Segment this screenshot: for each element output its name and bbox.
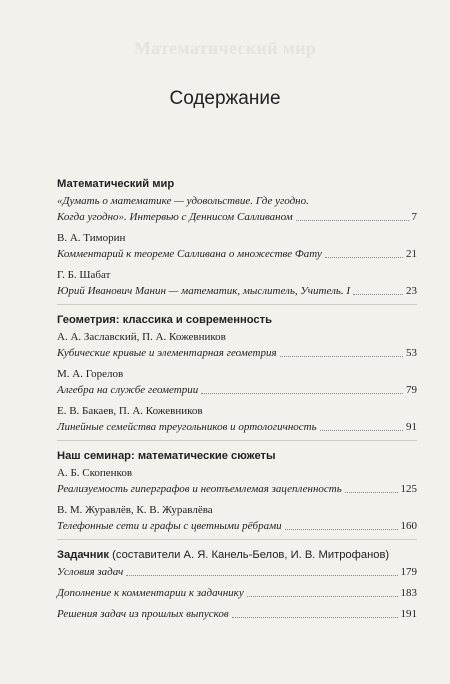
leader-dots [325, 257, 403, 258]
section-heading: Задачник (составители А. Я. Канель-Белов, И. В. Митрофанов) [57, 549, 390, 561]
entry-title-line: Условия задач [57, 566, 124, 578]
entry-author: Г. Б. Шабат [57, 269, 111, 281]
toc-entry[interactable] [57, 193, 417, 225]
toc-entry[interactable] [57, 329, 417, 361]
toc-entry[interactable] [57, 267, 417, 299]
entry-title-line: Юрий Иванович Манин — математик, мыслитель, Учитель. I [57, 285, 351, 297]
entry-title-line: Решения задач из прошлых выпусков [57, 608, 229, 620]
page-title: Содержание [169, 88, 281, 109]
leader-dots [353, 294, 403, 295]
entry-title-line: Когда угодно». Интервью с Деннисом Салливаном [57, 211, 293, 223]
toc-entry[interactable] [57, 564, 417, 580]
toc-entry[interactable] [57, 502, 417, 534]
toc-entry[interactable] [57, 403, 417, 435]
entry-title-line: Алгебра на службе геометрии [57, 384, 199, 396]
divider [57, 304, 417, 305]
page-number: 7 [411, 211, 417, 223]
page-number: 179 [400, 566, 417, 578]
toc-entry[interactable] [57, 606, 417, 622]
bleed-through-header: Математический мир [133, 38, 317, 58]
entry-title-line: Дополнение к комментарии к задачнику [57, 587, 244, 599]
leader-dots [247, 596, 398, 597]
entry-title-line: Реализуемость гиперграфов и неотъемлемая зацепленность [57, 483, 342, 495]
page-number: 125 [400, 483, 417, 495]
section-heading: Математический мир [57, 178, 175, 190]
entry-title-line: Комментарий к теореме Салливана о множестве Фату [57, 248, 322, 260]
page-number: 23 [406, 285, 417, 297]
page-number: 53 [406, 347, 417, 359]
entry-title-line: «Думать о математике — удовольствие. Где угодно. [57, 195, 309, 207]
divider [57, 440, 417, 441]
leader-dots [126, 575, 397, 576]
entry-author: В. М. Журавлёв, К. В. Журавлёва [57, 504, 213, 516]
table-of-contents [57, 178, 417, 627]
entry-author: М. А. Горелов [57, 368, 124, 380]
page-number: 79 [406, 384, 417, 396]
divider [57, 539, 417, 540]
leader-dots [280, 356, 403, 357]
entry-author: А. Б. Скопенков [57, 467, 133, 479]
section-heading: Геометрия: классика и современность [57, 314, 273, 326]
toc-entry[interactable] [57, 366, 417, 398]
page-number: 160 [400, 520, 417, 532]
leader-dots [296, 220, 409, 221]
toc-entry[interactable] [57, 465, 417, 497]
entry-author: В. А. Тиморин [57, 232, 126, 244]
page-number: 91 [406, 421, 417, 433]
leader-dots [232, 617, 398, 618]
leader-dots [285, 529, 398, 530]
entry-author: Е. В. Бакаев, П. А. Кожевников [57, 405, 203, 417]
page-number: 191 [400, 608, 417, 620]
toc-entry[interactable] [57, 230, 417, 262]
section-heading: Наш семинар: математические сюжеты [57, 450, 276, 462]
entry-author: А. А. Заславский, П. А. Кожевников [57, 331, 226, 343]
leader-dots [201, 393, 403, 394]
entry-title-line: Линейные семейства треугольников и ортологичность [57, 421, 317, 433]
toc-entry[interactable] [57, 585, 417, 601]
section-heading-note: (составители А. Я. Канель-Белов, И. В. Митрофанов) [112, 549, 390, 561]
leader-dots [320, 430, 403, 431]
leader-dots [345, 492, 398, 493]
page-number: 21 [406, 248, 417, 260]
entry-title-line: Телефонные сети и графы с цветными рёбрами [57, 520, 282, 532]
page-number: 183 [400, 587, 417, 599]
entry-title-line: Кубические кривые и элементарная геометрия [57, 347, 277, 359]
